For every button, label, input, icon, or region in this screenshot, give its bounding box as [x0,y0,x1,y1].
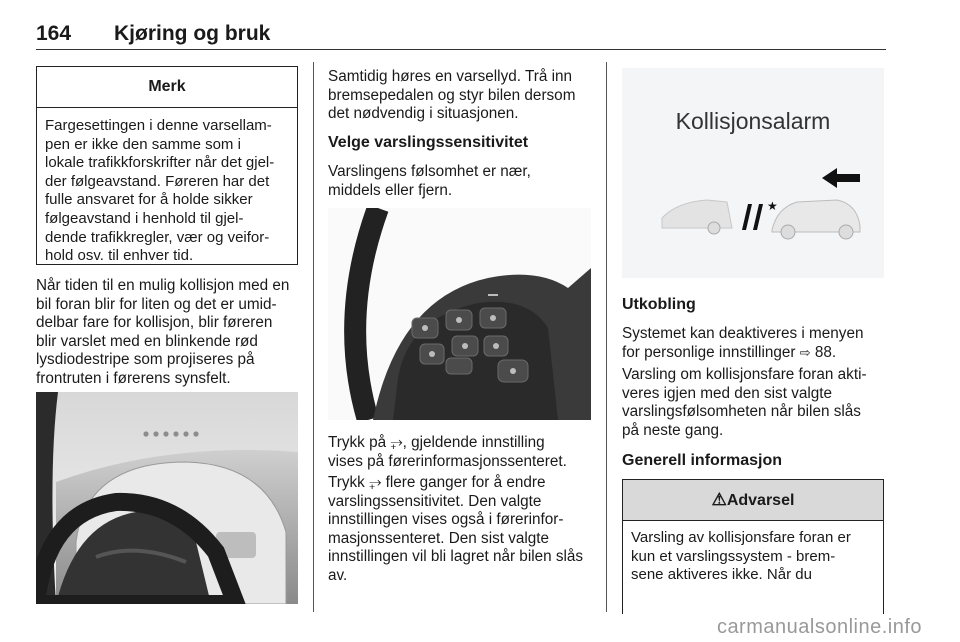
note-line: pen er ikke den samme som i [45,135,241,153]
warning-box [622,479,884,614]
section-heading-off: Utkobling [622,296,696,313]
text-line: bremsepedalen og styr bilen dersom [328,86,576,104]
collision-alarm-display [622,68,884,278]
note-line: fulle ansvaret for å holde sikker [45,191,253,209]
text-line: det nødvendig i situasjonen. [328,105,519,123]
sensitivity-paragraph [328,163,600,200]
windshield-led-photo [36,392,298,604]
steering-wheel-illustration [328,208,591,420]
text-line: delbar fare for kollisjon, blir føreren [36,314,273,332]
section-heading-sensitivity: Velge varslingssensitivitet [328,134,529,151]
reactivate-paragraph [622,366,887,440]
text-line: innstillingen vises også i førerinfor- [328,511,564,529]
steering-wheel-photo [328,208,591,420]
change-paragraph [328,474,603,586]
text-line: Trykk ⥅ flere ganger for å endre [328,474,546,491]
ref-arrow-icon: ⇨ [799,344,811,360]
text-line: middels eller fjern. [328,181,453,199]
section-heading-general: Generell informasjon [622,452,783,469]
display-title: Kollisjonsalarm [675,108,831,134]
text-line: masjonssenteret. Den sist valgte [328,529,550,547]
svg-text:★: ★ [767,199,778,213]
dashboard-illustration [36,392,298,604]
header-rule [36,49,886,50]
text-line: Trykk på ⥅, gjeldende innstilling [328,434,545,451]
text-line: Varslingens følsomhet er nær, [328,163,531,180]
off-paragraph [622,325,887,362]
text-line: for personlige innstillinger ⇨ 88. [622,343,837,361]
text-line: varslingsfølsomheten når bilen slås [622,403,861,421]
warning-heading: Advarsel [726,492,795,509]
note-line: Fargesettingen i denne varsellam- [45,117,272,134]
warning-header [623,480,883,521]
text-line: vises på førerinformasjonssenteret. [328,452,567,470]
note-line: hold osv. til enhver tid. [45,247,194,265]
page-title: Kjøring og bruk [114,22,271,45]
collision-graphic [622,68,884,278]
collision-sensitivity-icon: ⥅ [369,474,382,491]
note-box [36,66,298,265]
note-body [37,108,297,266]
page-reference[interactable]: 88. [814,343,837,361]
text-line: Varsling av kollisjonsfare foran er [631,529,851,546]
text-line: lysdiodestripe som projiseres på [36,351,255,369]
text-line: Varsling om kollisjonsfare foran akti- [622,366,867,383]
note-line: dende trafikkregler, vær og veifor- [45,228,270,246]
collision-paragraph [36,277,306,389]
warning-body [623,521,883,585]
text-line: veres igjen med den sist valgte [622,384,833,402]
note-heading: Merk [37,67,297,108]
press-paragraph [328,434,603,471]
text-line: innstillingen vil bli lagret når bilen slås [328,548,584,566]
note-line: lokale trafikkforskrifter når det gjel- [45,154,275,172]
text-line: Samtidig høres en varsellyd. Trå inn [328,68,573,85]
text-line: Systemet kan deaktiveres i menyen [622,325,864,342]
text-line: på neste gang. [622,421,724,439]
intro-paragraph [328,68,600,124]
text-line: sene aktiveres ikke. Når du [631,566,812,584]
text-line: av. [328,566,348,584]
warning-triangle-icon: ⚠ [711,490,727,509]
text-line: Når tiden til en mulig kollisjon med en [36,277,290,294]
text-line: bil foran blir for liten og det er umid- [36,295,277,313]
page-number: 164 [36,22,72,45]
text-line: frontruten i førerens synsfelt. [36,369,231,387]
note-line: følgeavstand i henhold til gjel- [45,209,244,227]
text-line: kun et varslingssystem - brem- [631,547,836,565]
watermark-url: carmanualsonline.info [716,616,922,638]
column-divider-2 [606,62,607,612]
text-line: varslingssensitivitet. Den valgte [328,492,542,510]
text-line: blir varslet med en blinkende rød [36,332,258,350]
note-line: der følgeavstand. Føreren har det [45,172,270,190]
column-divider-1 [313,62,314,612]
collision-sensitivity-icon: ⥅ [390,434,403,451]
page-header [0,0,960,58]
